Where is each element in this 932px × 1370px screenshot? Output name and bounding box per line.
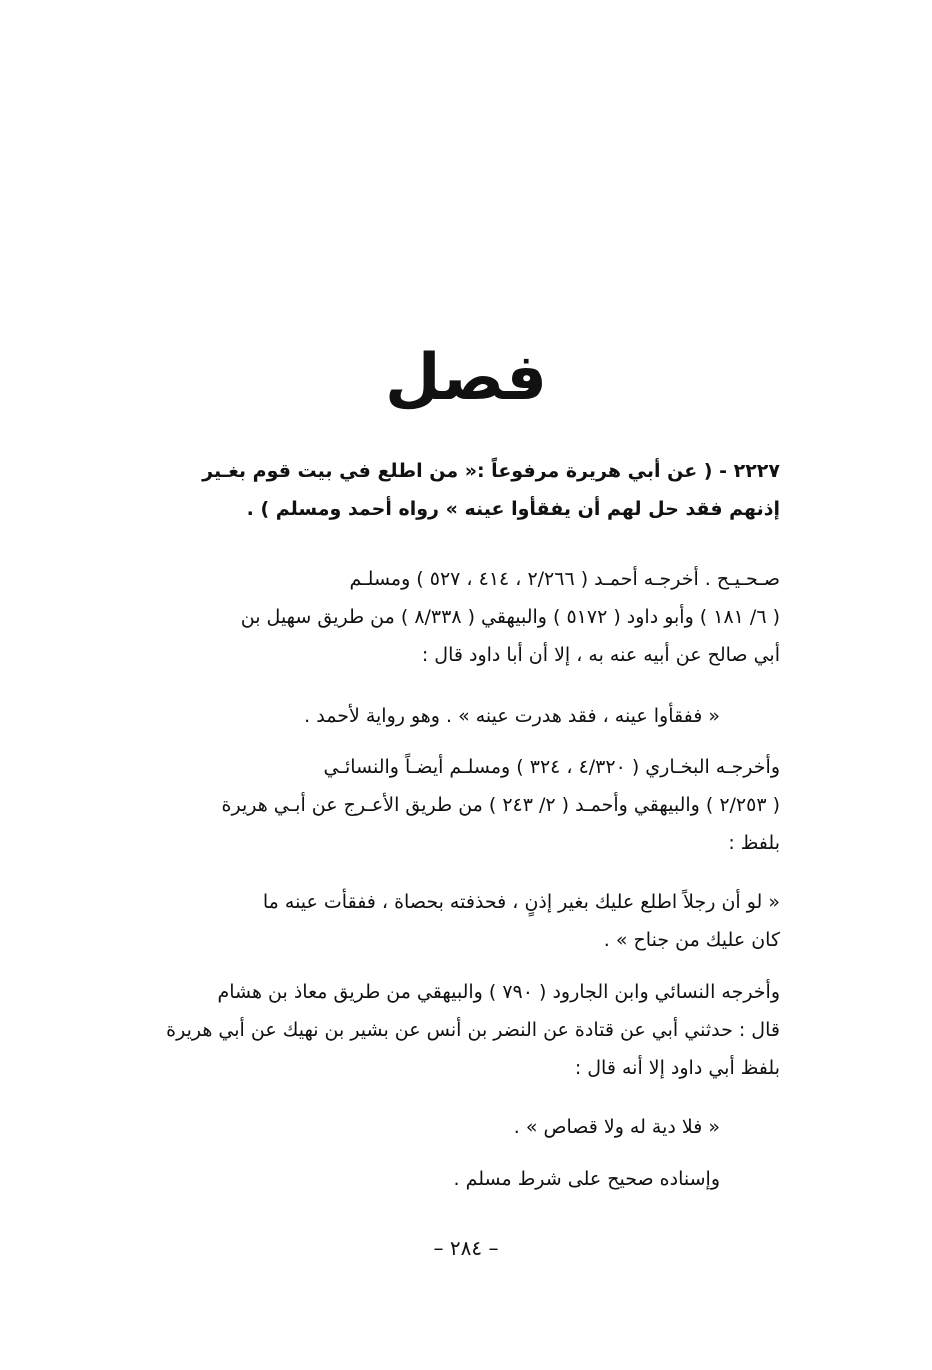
text-line: ( ٦/ ١٨١ ) وأبو داود ( ٥١٧٢ ) والبيهقي ( ٨/٣٣٨ ) من طريق سهيل بن (240, 606, 780, 628)
text-line: كان عليك من جناح » . (603, 929, 780, 951)
text-line: « ففقأوا عينه ، فقد هدرت عينه » . وهو رواية لأحمد . (304, 705, 720, 727)
page-number: – ٢٨٤ – (433, 1236, 499, 1260)
text-line: إذنهم فقد حل لهم أن يفقأوا عينه » رواه أحمد ومسلم ) . (246, 498, 780, 520)
text-line: بلفظ أبي داود إلا أنه قال : (574, 1057, 780, 1079)
takhrij-paragraph (100, 748, 780, 862)
quote-paragraph (100, 883, 780, 959)
takhrij-paragraph (100, 560, 780, 674)
text-line: « لو أن رجلاً اطلع عليك بغير إذنٍ ، فحذفته بحصاة ، ففقأت عينه ما (262, 891, 780, 913)
text-line: وأخرجه النسائي وابن الجارود ( ٧٩٠ ) والبيهقي من طريق معاذ بن هشام (217, 981, 780, 1003)
text-line: ( ٢/٢٥٣ ) والبيهقي وأحمـد ( ٢/ ٢٤٣ ) من طريق الأعـرج عن أبـي هريرة (221, 794, 780, 816)
section-heading: فصل (384, 341, 548, 415)
conclusion-paragraph (100, 1160, 720, 1198)
text-line: « فلا دية له ولا قصاص » . (513, 1116, 720, 1138)
quote-paragraph (100, 1108, 720, 1146)
text-line: وأخرجـه البخـاري ( ٤/٣٢٠ ، ٣٢٤ ) ومسلـم أيضـاً والنسائـي (323, 756, 780, 778)
text-line: صـحـيـح . أخرجـه أحمـد ( ٢/٢٦٦ ، ٤١٤ ، ٥٢٧ ) ومسلـم (349, 568, 780, 590)
text-line: وإسناده صحيح على شرط مسلم . (453, 1168, 720, 1190)
text-line: بلفظ : (728, 832, 780, 854)
quote-paragraph (100, 697, 720, 735)
text-line: أبي صالح عن أبيه عنه به ، إلا أن أبا داود قال : (421, 644, 780, 666)
takhrij-paragraph (100, 973, 780, 1087)
hadith-paragraph (100, 452, 780, 528)
text-line: قال : حدثني أبي عن قتادة عن النضر بن أنس عن بشير بن نهيك عن أبي هريرة (166, 1019, 780, 1041)
text-line: ٢٢٢٧ - ( عن أبي هريرة مرفوعاً :« من اطلع في بيت قوم بغـير (202, 460, 780, 482)
